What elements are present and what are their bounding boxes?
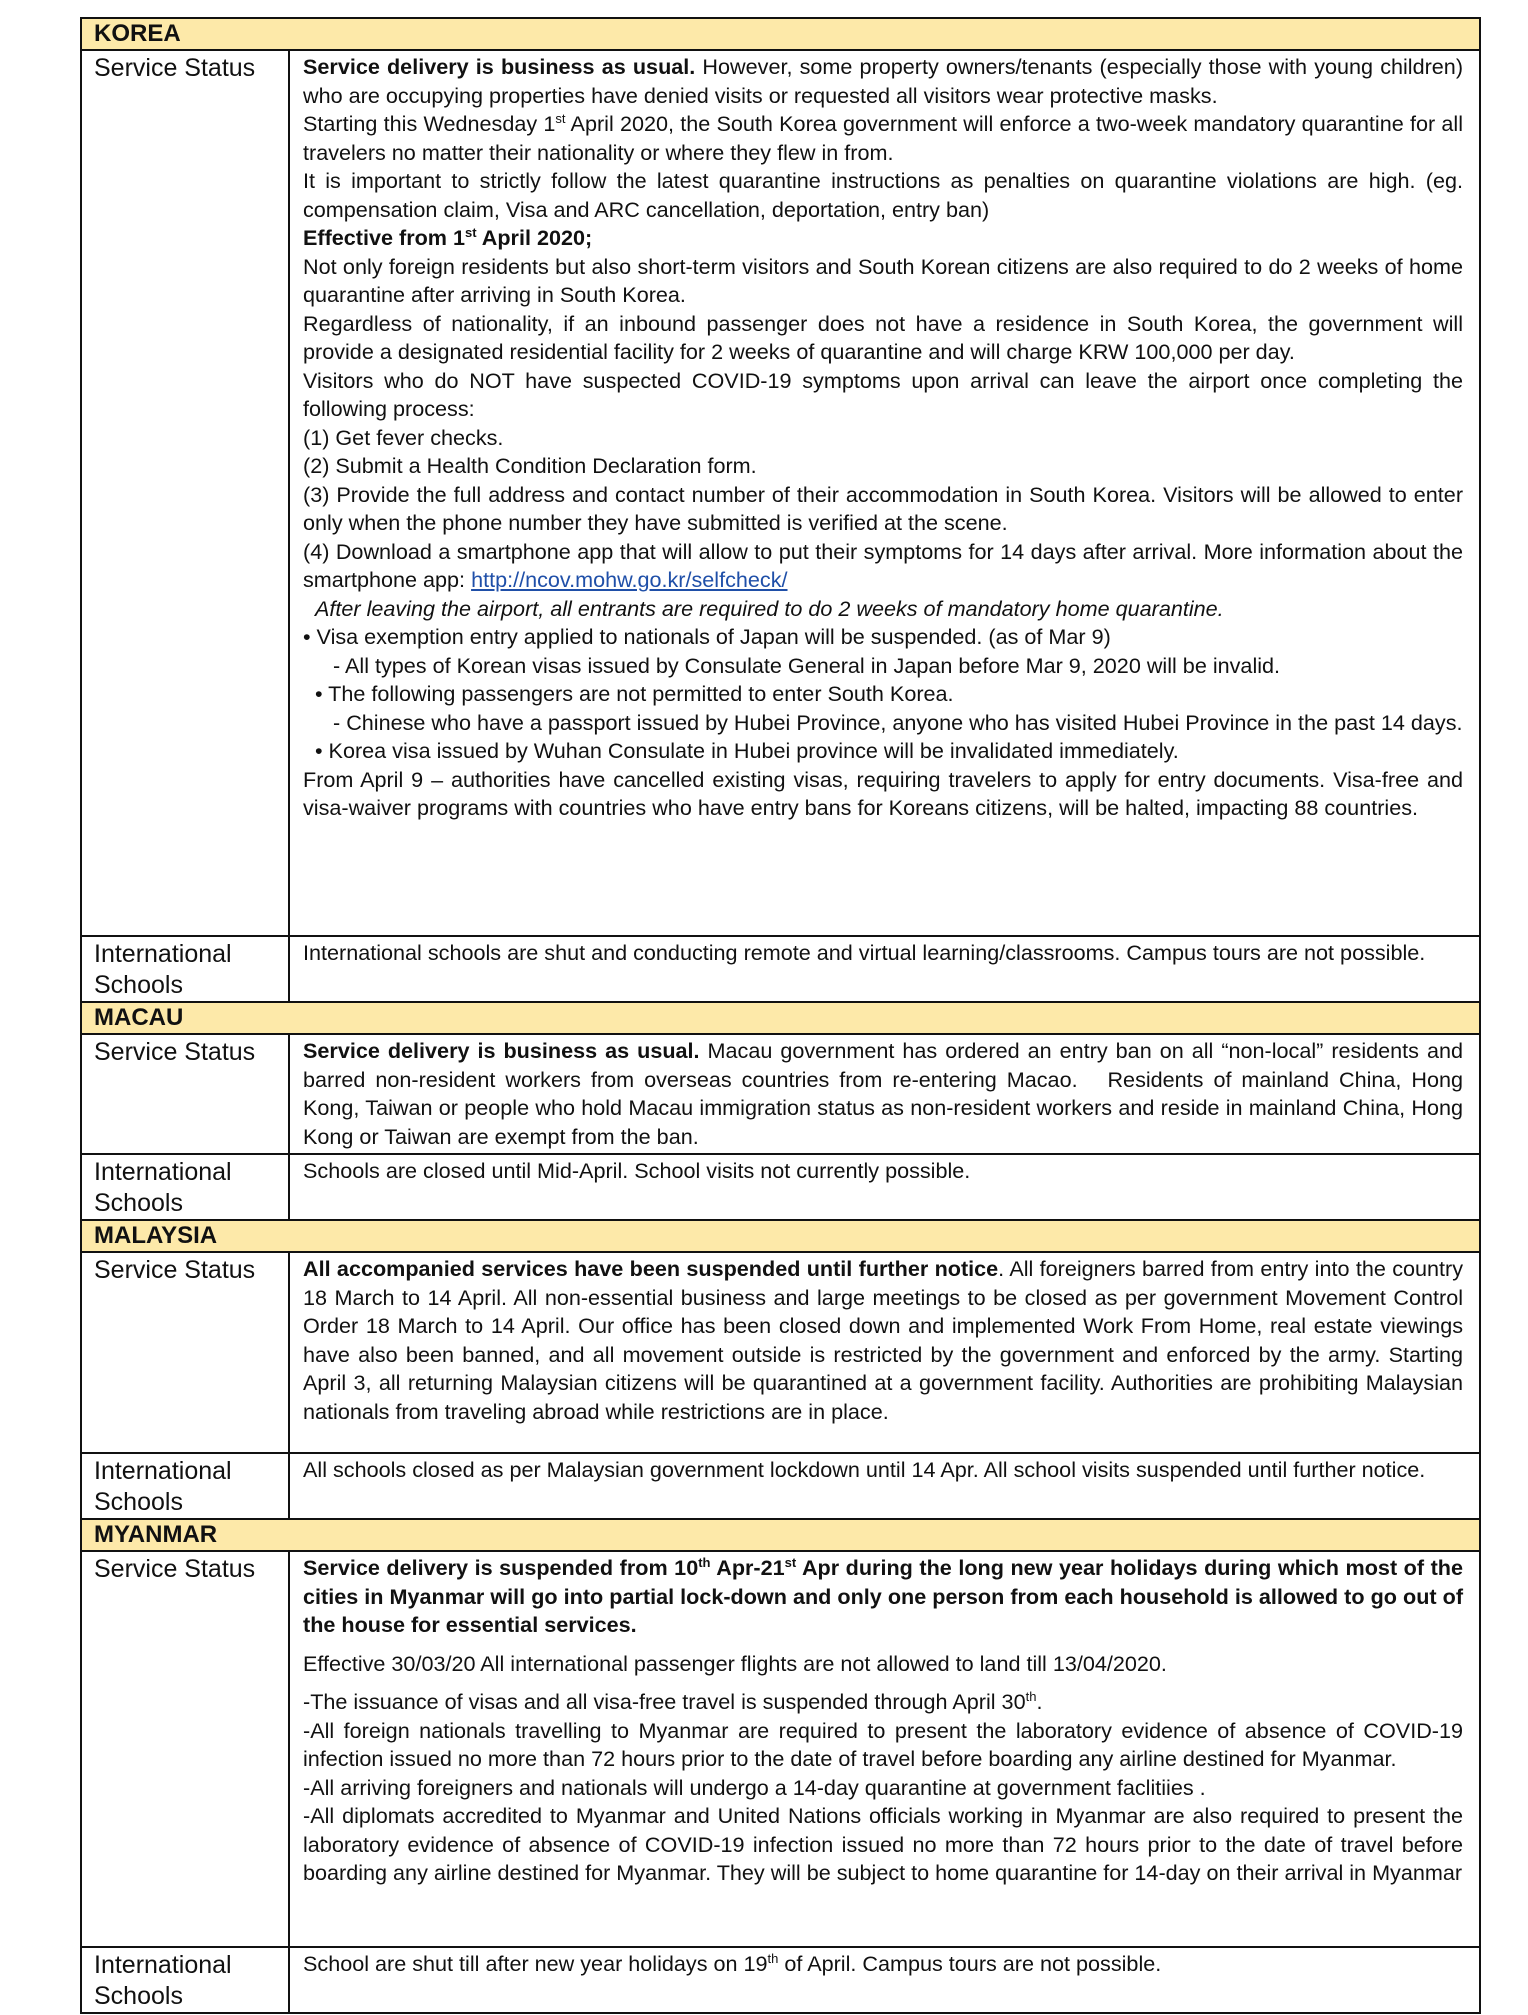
row-label-international-schools: International Schools — [81, 936, 289, 1002]
service-status-text: Service delivery is business as usual. Macau government has ordered an entry ban on all “non-local” residents and barred non-resident workers from overseas countries from re-entering Macao. Residents of mainland China, Hong Kong, Taiwan or people who hold Macau immigration status as non-resident workers and reside in mainland China, Hong Kong or Taiwan are exempt from the ban. — [289, 1034, 1480, 1154]
country-header-korea — [81, 18, 1480, 50]
table-row — [81, 1034, 1480, 1154]
country-header-macau — [81, 1002, 1480, 1034]
row-label-international-schools: International Schools — [81, 1453, 289, 1519]
service-status-text: Service delivery is business as usual. However, some property owners/tenants (especially those with young children) who are occupying properties have denied visits or requested all visitors wear protective masks. Starting this Wednesday 1st April 2020, the South Korea government will enforce a two-week mandatory quarantine for all travelers no matter their nationality or where they flew in from. It is important to strictly follow the latest quarantine instructions as penalties on quarantine violations are high. (eg. compensation claim, Visa and ARC cancellation, deportation, entry ban) Effective from 1st April 2020; Not only foreign residents but also short-term visitors and South Korean citizens are also required to do 2 weeks of home quarantine after arriving in South Korea. Regardless of nationality, if an inbound passenger does not have a residence in South Korea, the government will provide a designated residential facility for 2 weeks of quarantine and will charge KRW 100,000 per day. Visitors who do NOT have suspected COVID-19 symptoms upon arrival can leave the airport once completing the following process: (1) Get fever checks. (2) Submit a Health Condition Declaration form. (3) Provide the full address and contact number of their accommodation in South Korea. Visitors will be allowed to enter only when the phone number they have submitted is verified at the scene. (4) Download a smartphone app that will allow to put their symptoms for 14 days after arrival. More information about the smartphone app: http://ncov.mohw.go.kr/selfcheck/ After leaving the airport, all entrants are required to do 2 weeks of mandatory home quarantine. • Visa exemption entry applied to nationals of Japan will be suspended. (as of Mar 9) - All types of Korean visas issued by Consulate General in Japan before Mar 9, 2020 will be invalid. • The following passengers are not permitted to enter South Korea. - Chinese who have a passport issued by Hubei Province, anyone who has visited Hubei Province in the past 14 days. • Korea visa issued by Wuhan Consulate in Hubei province will be invalidated immediately. From April 9 – authorities have cancelled existing visas, requiring travelers to apply for entry documents. Visa-free and visa-waiver programs with countries who have entry bans for Koreans citizens, will be halted, impacting 88 countries. — [289, 50, 1480, 936]
country-name: KOREA — [81, 18, 1480, 50]
row-label-service-status: Service Status — [81, 1551, 289, 1947]
international-schools-text: All schools closed as per Malaysian government lockdown until 14 Apr. All school visits suspended until further notice. — [289, 1453, 1480, 1519]
country-status-table — [80, 17, 1481, 2014]
row-label-service-status: Service Status — [81, 50, 289, 936]
table-row — [81, 1551, 1480, 1947]
table-row — [81, 1947, 1480, 2013]
country-header-malaysia — [81, 1220, 1480, 1252]
selfcheck-app-link[interactable]: http://ncov.mohw.go.kr/selfcheck/ — [471, 567, 788, 592]
table-row — [81, 936, 1480, 1002]
country-header-myanmar — [81, 1519, 1480, 1551]
row-label-international-schools: International Schools — [81, 1154, 289, 1220]
international-schools-text: School are shut till after new year holidays on 19th of April. Campus tours are not possible. — [289, 1947, 1480, 2013]
service-status-text: Service delivery is suspended from 10th Apr-21st Apr during the long new year holidays during which most of the cities in Myanmar will go into partial lock-down and only one person from each household is allowed to go out of the house for essential services. Effective 30/03/20 All international passenger flights are not allowed to land till 13/04/2020. -The issuance of visas and all visa-free travel is suspended through April 30th. -All foreign nationals travelling to Myanmar are required to present the laboratory evidence of absence of COVID-19 infection issued no more than 72 hours prior to the date of travel before boarding any airline destined for Myanmar. -All arriving foreigners and nationals will undergo a 14-day quarantine at government faclitiies . -All diplomats accredited to Myanmar and United Nations officials working in Myanmar are also required to present the laboratory evidence of absence of COVID-19 infection issued no more than 72 hours prior to the date of travel before boarding any airline destined for Myanmar. They will be subject to home quarantine for 14-day on their arrival in Myanmar — [289, 1551, 1480, 1947]
table-row — [81, 1453, 1480, 1519]
service-status-text: All accompanied services have been suspended until further notice. All foreigners barred from entry into the country 18 March to 14 April. All non-essential business and large meetings to be closed as per government Movement Control Order 18 March to 14 April. Our office has been closed down and implemented Work From Home, real estate viewings have also been banned, and all movement outside is restricted by the government and enforced by the army. Starting April 3, all returning Malaysian citizens will be quarantined at a government facility. Authorities are prohibiting Malaysian nationals from traveling abroad while restrictions are in place. — [289, 1252, 1480, 1453]
international-schools-text: Schools are closed until Mid-April. School visits not currently possible. — [289, 1154, 1480, 1220]
table-row — [81, 50, 1480, 936]
international-schools-text: International schools are shut and conducting remote and virtual learning/classrooms. Campus tours are not possible. — [289, 936, 1480, 1002]
row-label-service-status: Service Status — [81, 1034, 289, 1154]
table-row — [81, 1252, 1480, 1453]
row-label-service-status: Service Status — [81, 1252, 289, 1453]
country-name: MYANMAR — [81, 1519, 1480, 1551]
table-row — [81, 1154, 1480, 1220]
country-name: MACAU — [81, 1002, 1480, 1034]
row-label-international-schools: International Schools — [81, 1947, 289, 2013]
country-name: MALAYSIA — [81, 1220, 1480, 1252]
